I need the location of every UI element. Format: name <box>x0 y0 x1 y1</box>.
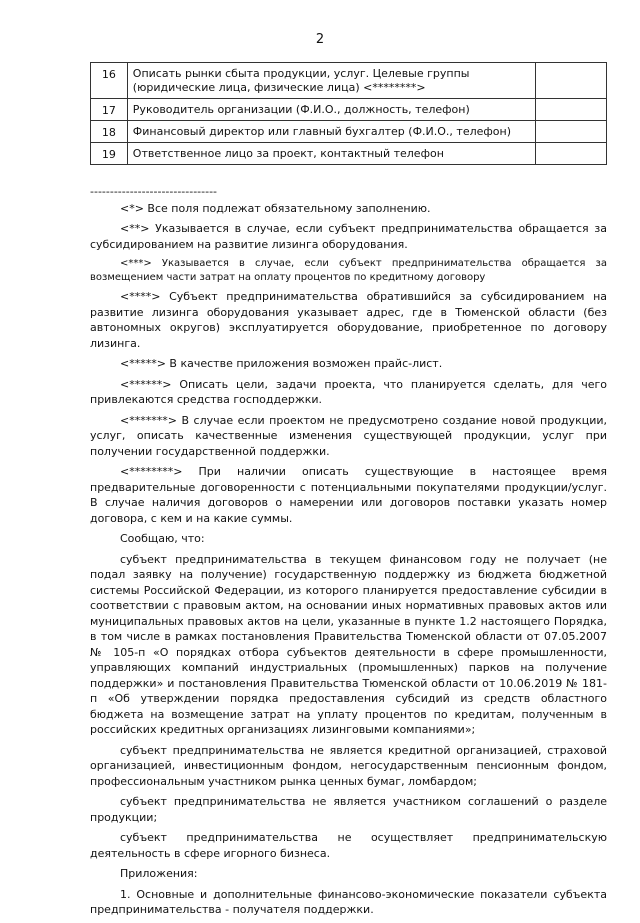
row-value-cell[interactable] <box>535 143 606 165</box>
row-field-label: Руководитель организации (Ф.И.О., должность, телефон) <box>127 99 535 121</box>
table-row <box>91 63 607 99</box>
row-field-label: Описать рынки сбыта продукции, услуг. Целевые группы (юридические лица, физические лица) <********> <box>127 63 535 99</box>
row-value-cell[interactable] <box>535 63 606 99</box>
row-number: 18 <box>91 121 128 143</box>
row-value-cell[interactable] <box>535 121 606 143</box>
row-value-cell[interactable] <box>535 99 606 121</box>
statement-paragraph-3: субъект предпринимательства не является участником соглашений о разделе продукции; <box>90 795 607 824</box>
statement-paragraph-4: субъект предпринимательства не осуществляет предпринимательскую деятельность в сфере игорного бизнеса. <box>90 831 607 860</box>
page-number: 2 <box>315 32 325 47</box>
attachment-item-1: 1. Основные и дополнительные финансово-экономические показатели субъекта предпринимательства - получателя поддержки. <box>90 887 607 916</box>
footnote-5: <*****> В качестве приложения возможен прайс-лист. <box>120 357 443 370</box>
footnote-1: <*> Все поля подлежат обязательному заполнению. <box>120 201 431 215</box>
footnote-separator: -------------------------------- <box>90 185 218 198</box>
footnote-8: <********> При наличии описать существующие в настоящее время предварительные договоренности с потенциальными покупателями продукции/услуг. В случае наличия договоров о намерении или договоров поставки указать номер договора, с кем и на какие суммы. <box>90 465 607 525</box>
footnote-2: <**> Указывается в случае, если субъект предпринимательства обращается за субсидированием на развитие лизинга оборудования. <box>90 222 607 251</box>
footnotes-and-body <box>90 184 607 923</box>
row-field-label: Финансовый директор или главный бухгалтер (Ф.И.О., телефон) <box>127 121 535 143</box>
report-intro: Сообщаю, что: <box>120 532 205 545</box>
row-number: 19 <box>91 143 128 165</box>
footnote-4: <****> Субъект предпринимательства обратившийся за субсидированием на развитие лизинга оборудования указывает адрес, где в Тюменской области (без автономных округов) эксплуатируется оборудование, приобретенное по договору лизинга. <box>90 290 607 350</box>
row-number: 16 <box>91 63 128 99</box>
table-row <box>91 143 607 165</box>
footnote-3: <***> Указывается в случае, если субъект предпринимательства обращается за возмещением части затрат на оплату процентов по кредитному договору <box>90 258 607 283</box>
statement-paragraph-2: субъект предпринимательства не является кредитной организацией, страховой организацией, инвестиционным фондом, негосударственным пенсионным фондом, профессиональным участником рынка ценных бумаг, ломбардом; <box>90 743 607 788</box>
attachments-title: Приложения: <box>120 867 198 880</box>
footnote-7: <*******> В случае если проектом не предусмотрено создание новой продукции, услуг, описать качественные изменения существующей продукции, услуг при получении государственной поддержки. <box>90 413 607 458</box>
footnote-6: <******> Описать цели, задачи проекта, что планируется сделать, для чего привлекаются средства господдержки. <box>90 377 607 406</box>
table-row <box>91 121 607 143</box>
statement-paragraph-1: субъект предпринимательства в текущем финансовом году не получает (не подал заявку на получение) государственную поддержку из бюджета бюджетной системы Российской Федерации, из которого планируется предоставление субсидии в соответствии с правовым актом, на основании иных нормативных правовых актов или муниципальных правовых актов на цели, указанные в пункте 1.2 настоящего Порядка, в том числе в рамках постановления Правительства Тюменской области от 07.05.2007 № 105-п «О порядках отбора субъектов деятельности в сфере промышленности, управляющих компаний индустриальных (промышленных) парков на получение поддержки» и постановления Правительства Тюменской области от 10.06.2019 № 181-п «Об утверждении порядка предоставления субсидий из средств областного бюджета на возмещение затрат на уплату процентов по кредитам, полученным в российских кредитных организациях лизинговыми компаниями»; <box>90 552 607 736</box>
row-field-label: Ответственное лицо за проект, контактный телефон <box>127 143 535 165</box>
table-row <box>91 99 607 121</box>
form-table <box>90 62 607 165</box>
row-number: 17 <box>91 99 128 121</box>
